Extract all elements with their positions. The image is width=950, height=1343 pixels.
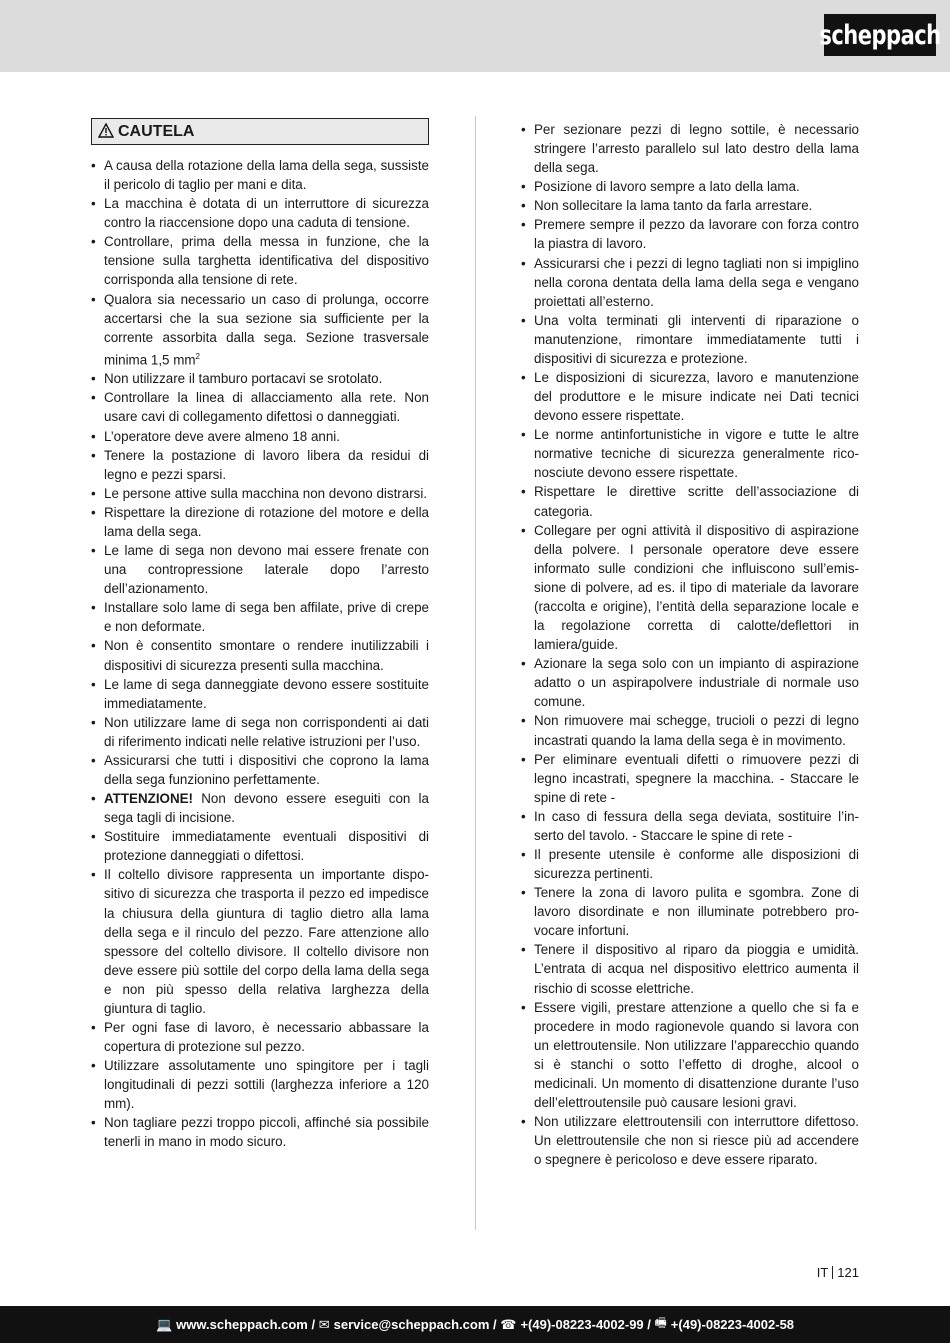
list-item: • L’operatore deve avere almeno 18 anni. [91,427,429,446]
list-item: • Le norme antinfortunistiche in vigore e tutte le altre normative tecniche di sicurezza generalmente riconosciute devono essere rispettate. [521,425,859,482]
footer-separator: / [643,1317,655,1332]
list-item: • Assicurarsi che i pezzi di legno tagliati non si impiglino nella corona dentata della lama della sega e vengano proiettati all’esterno. [521,254,859,311]
list-item: • A causa della rotazione della lama della sega, sussiste il pericolo di taglio per mani e dita. [91,156,429,194]
language-code: IT [816,1265,829,1280]
list-item: • Assicurarsi che tutti i dispositivi che coprono la lama della sega funzionino perfettamente. [91,751,429,789]
list-item: • Tenere la zona di lavoro pulita e sgombra. Zone di lavoro disordinate e non illuminate potrebbero provocare infortuni. [521,883,859,940]
list-item: • Non tagliare pezzi troppo piccoli, affinché sia possibile tenerli in mano in modo sicuro. [91,1113,429,1151]
list-item: • Le persone attive sulla macchina non devono distrarsi. [91,484,429,503]
list-item: • Non sollecitare la lama tanto da farla arrestare. [521,196,859,215]
footer-fax: +(49)-08223-4002-58 [670,1317,795,1332]
list-item: • Il coltello divisore rappresenta un importante dispositivo di sicurezza che trasporta il pezzo ed impedisce la chiusura della giuntura di taglio dietro alla lama della sega e il rinculo del pezzo. Fare attenzione allo spessore del coltello divisore. Il coltello divisore non deve essere più sottile del corpo della lama della sega e non più spesso della relativa larghezza della giuntura di taglio. [91,865,429,1018]
page-header [0,0,950,72]
page-number-value: 121 [837,1265,859,1280]
list-item: • Posizione di lavoro sempre a lato della lama. [521,177,859,196]
list-item: • Non utilizzare il tamburo portacavi se srotolato. [91,369,429,388]
list-item: • Tenere la postazione di lavoro libera da residui di legno e pezzi sparsi. [91,446,429,484]
list-item: • Le lame di sega danneggiate devono essere sostituite immediatamente. [91,675,429,713]
list-item: • Premere sempre il pezzo da lavorare con forza contro la piastra di lavoro. [521,215,859,253]
list-item: • Essere vigili, prestare attenzione a quello che si fa e procedere in modo ragionevole quando si lavora con un elettroutensile. Non utilizzare l’apparecchio quando si è stanchi o sotto l’effetto di droghe, alcool o medicinali. Un momento di disattenzione durante l’uso dell’elettroutensile può causare lesioni gravi. [521,998,859,1112]
footer-website: www.scheppach.com [176,1317,308,1332]
right-column [521,120,859,1169]
list-item: • Tenere il dispositivo al riparo da pioggia e umidità. L’entrata di acqua nel dispositivo elettrico aumenta il rischio di scosse elettriche. [521,940,859,997]
list-item: • Controllare la linea di allacciamento alla rete. Non usare cavi di collegamento difettosi o danneggiati. [91,388,429,426]
list-item: • Non utilizzare lame di sega non corrispondenti ai dati di riferimento indicati nelle relative istruzioni per l’uso. [91,713,429,751]
list-item: • Non rimuovere mai schegge, trucioli o pezzi di legno incastrati quando la lama della sega è in movimento. [521,711,859,749]
phone-icon: ☎ [500,1316,517,1332]
list-item: • Per sezionare pezzi di legno sottile, è necessario stringere l’arresto parallelo sul lato destro della lama della sega. [521,120,859,177]
footer-separator: / [489,1317,501,1332]
footer-phone: +(49)-08223-4002-99 [520,1317,644,1332]
footer-email: service@scheppach.com [333,1317,490,1332]
page-number-separator [832,1266,833,1279]
footer-separator: / [307,1317,319,1332]
list-item: • Sostituire immediatamente eventuali dispositivi di protezione danneggiati o difettosi. [91,827,429,865]
list-item: • Le lame di sega non devono mai essere frenate con una contropressione laterale dopo l’arresto dell’azionamento. [91,541,429,598]
list-item: • Collegare per ogni attività il dispositivo di aspirazione della polvere. I personale operatore deve essere informato sulle condizioni che influiscono sull’emissione di polvere, ad es. il tipo di materiale da lavorare (raccolta e origine), l’entità della separazione locale e la regolazione corretta di calotte/deflettori in lamiera/guide. [521,521,859,655]
fax-icon: 🖷 [654,1314,667,1330]
list-item: • Utilizzare assolutamente uno spingitore per i tagli longitudinali di pezzi sottili (larghezza inferiore a 120 mm). [91,1056,429,1113]
mail-icon: ✉ [318,1316,330,1332]
left-column [91,118,429,1152]
caution-title: CAUTELA [118,123,195,140]
list-item: • La macchina è dotata di un interruttore di sicurezza contro la riaccensione dopo una caduta di tensione. [91,194,429,232]
list-item: • Non è consentito smontare o rendere inutilizzabili i dispositivi di sicurezza presenti sulla macchina. [91,636,429,674]
computer-icon: 💻 [155,1316,173,1332]
list-item: • Per eliminare eventuali difetti o rimuovere pezzi di legno incastrati, spegnere la macchina. - Staccare le spine di rete - [521,750,859,807]
page-footer [0,1306,950,1343]
list-item: • Qualora sia necessario un caso di prolunga, occorre accertarsi che la sua sezione sia sufficiente per la corrente assorbita dalla sega. Sezione trasversale minima 1,5 $mm^2$ [91,290,429,370]
list-item: • Rispettare le direttive scritte dell’associazione di categoria. [521,482,859,520]
caution-box [91,118,429,145]
list-item: • Le disposizioni di sicurezza, lavoro e manutenzione del produttore e le misure indicate nei Dati tecnici devono essere rispettate. [521,368,859,425]
right-bullet-list [521,120,859,1169]
left-bullet-list [91,156,429,1152]
list-item: • Una volta terminati gli interventi di riparazione o manutenzione, rimontare immediatamente tutti i dispositivi di sicurezza e protezione. [521,311,859,368]
list-item: • Controllare, prima della messa in funzione, che la tensione sulla targhetta identificativa del dispositivo corrisponda alla tensione di rete. [91,232,429,289]
list-item: • Installare solo lame di sega ben affilate, prive di crepe e non deformate. [91,598,429,636]
warning-triangle-icon [98,123,114,138]
list-item: • In caso di fessura della sega deviata, sostituire l’inserto del tavolo. - Staccare le spine di rete - [521,807,859,845]
list-item: • Azionare la sega solo con un impianto di aspirazione adatto o un aspirapolvere industriale di normale uso comune. [521,654,859,711]
list-item: • Il presente utensile è conforme alle disposizioni di sicurezza pertinenti. [521,845,859,883]
column-divider [475,116,476,1230]
list-item: • Non utilizzare elettroutensili con interruttore difettoso. Un elettroutensile che non si riesce più ad accendere o spegnere è pericoloso e deve essere riparato. [521,1112,859,1169]
list-item: • ATTENZIONE! Non devono essere eseguiti con la sega tagli di incisione. [91,789,429,827]
scheppach-logo: scheppach [824,14,936,56]
page-number [817,1265,859,1280]
list-item: • Rispettare la direzione di rotazione del motore e della lama della sega. [91,503,429,541]
list-item: • Per ogni fase di lavoro, è necessario abbassare la copertura di protezione sul pezzo. [91,1018,429,1056]
